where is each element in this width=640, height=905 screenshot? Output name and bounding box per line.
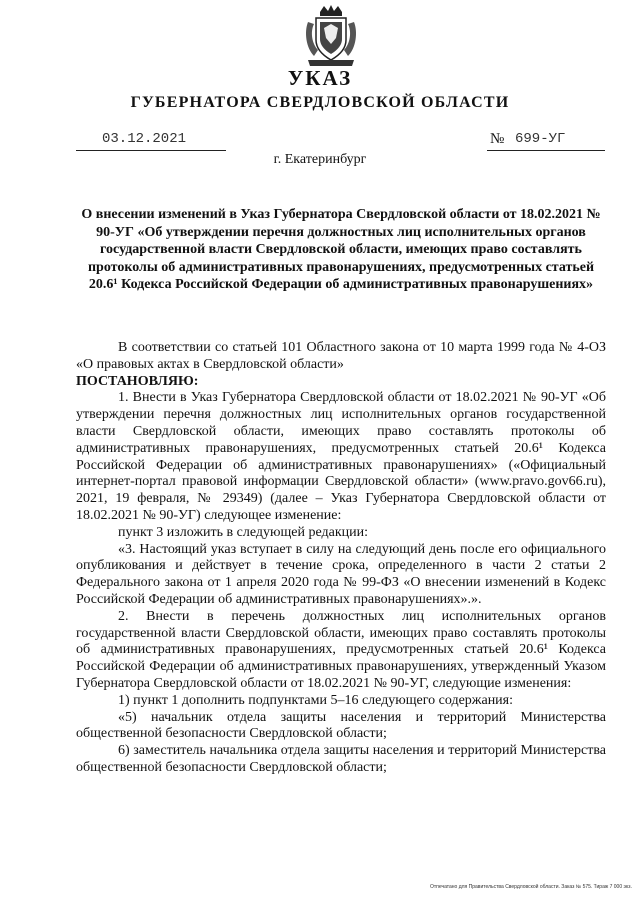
issuer-title: ГУБЕРНАТОРА СВЕРДЛОВСКОЙ ОБЛАСТИ [130, 94, 510, 111]
city-line: г. Екатеринбург [273, 152, 367, 167]
number-sign: № [490, 131, 505, 147]
preamble-paragraph: В соответствии со статьей 101 Областного закона от 10 марта 1999 года № 4-ОЗ «О правовых актах в Свердловской области» [76, 340, 606, 372]
print-note: Отпечатано для Правительства Свердловской области. Заказ № 575. Тираж 7 000 экз. [430, 884, 632, 890]
decree-body [76, 340, 606, 777]
number-underline [487, 150, 605, 151]
decree-heading: О внесении изменений в Указ Губернатора Свердловской области от 18.02.2021 № 90-УГ «Об утверждении перечня должностных лиц исполнительных органов государственной власти Свердловской области, имеющих право составлять протоколы об административных правонарушениях, предусмотренных статьей 20.6¹ Кодекса Российской Федерации об административных правонарушениях» [81, 207, 601, 292]
body-paragraph: 1. Внести в Указ Губернатора Свердловской области от 18.02.2021 № 90-УГ «Об утверждении перечня должностных лиц исполнительных органов государственной власти Свердловской области, имеющих право составлять протоколы об административных правонарушениях, предусмотренных статьей 20.6¹ Кодекса Российской Федерации об административных правонарушениях» («Официальный интернет-портал правовой информации Свердловской области» (www.pravo.gov66.ru), 2021, 19 февраля, № 29349) (далее – Указ Губернатора Свердловской области от 18.02.2021 № 90-УГ) следующее изменение: [76, 390, 606, 523]
body-paragraph: 2. Внести в перечень должностных лиц исполнительных органов государственной власти Свердловской области, имеющих право составлять протоколы об административных правонарушениях, предусмотренных статьей 20.6¹ Кодекса Российской Федерации об административных правонарушениях, утвержденный Указом Губернатора Свердловской области от 18.02.2021 № 90-УГ, следующие изменения: [76, 608, 606, 691]
body-paragraph: 6) заместитель начальника отдела защиты населения и территорий Министерства общественной безопасности Свердловской области; [76, 743, 606, 775]
document-type-title: УКАЗ [287, 66, 353, 90]
decree-number: 699-УГ [515, 131, 566, 147]
decree-date: 03.12.2021 [102, 131, 187, 147]
body-paragraph: «5) начальник отдела защиты населения и территорий Министерства общественной безопасности Свердловской области; [76, 709, 606, 742]
date-underline [76, 150, 226, 151]
body-paragraph: 1) пункт 1 дополнить подпунктами 5–16 следующего содержания: [118, 692, 514, 708]
body-paragraph: «3. Настоящий указ вступает в силу на следующий день после его официального опубликования и действует в течение срока, определенного в части 2 статьи 2 Федерального закона от 1 апреля 2020 года № 99-ФЗ «О внесении изменений в Кодекс Российской Федерации об административных правонарушениях».». [76, 541, 606, 607]
resolves-label: ПОСТАНОВЛЯЮ: [76, 373, 199, 389]
coat-of-arms-icon [302, 4, 360, 68]
body-paragraph: пункт 3 изложить в следующей редакции: [118, 524, 368, 540]
